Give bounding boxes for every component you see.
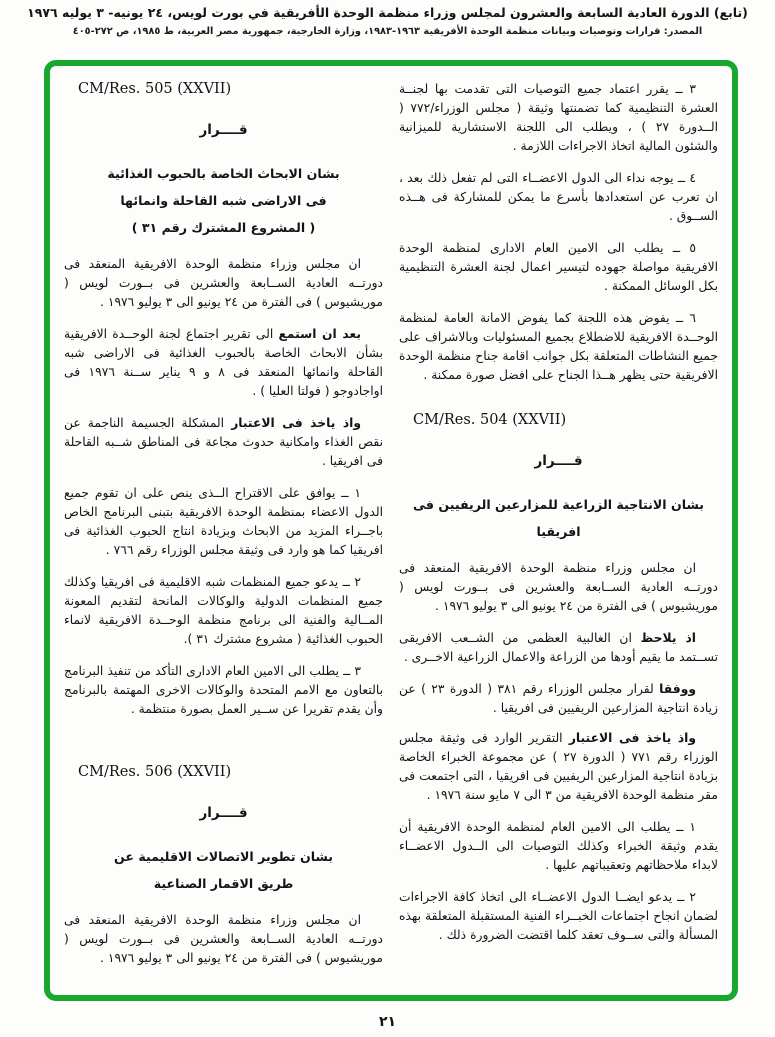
- resolution-preamble: [64, 325, 383, 401]
- doc-ref-cm-res-505: CM/Res. 505 (XXVII): [78, 81, 232, 97]
- preamble-text: التقرير الوارد فى وثيقة مجلس الوزراء رقم ٧٧١ ( الدورة ٢٧ ) عن مجموعة الخبراء الخاصة بزيادة انتاجية المزارعين الريفيين فى افريقيا ، التى اجتمعت فى مقر منظمة الوحدة الافريقية من ٣ الى ٧ مايو سنة ١٩٧٦ .: [399, 731, 718, 802]
- green-border-frame: [44, 60, 738, 1001]
- preamble-lead: واذ ياخذ فى الاعتبار: [231, 416, 362, 430]
- resolution-subject: [64, 160, 383, 241]
- preamble-text: ان الغالبية العظمى من الشــعب الافريقى تســتمد ما يقيم أودها من الزراعة والاعمال الزراعية الاخــرى .: [399, 631, 718, 664]
- subject-line: طريق الاقمار الصناعية: [153, 876, 294, 891]
- resolution-clause: ٣ ــ يقرر اعتماد جميع التوصيات التى تقدمت بها لجنــة العشرة التنظيمية كما تضمنتها وثيقة ( مجلس الوزراء/٧٧٢ ( الــدورة ٢٧ ) ، ويطلب الى اللجنة الاستشارية للميزانية والشئون المالية اتخاذ الاجراءات اللازمة .: [399, 82, 718, 153]
- preamble-text: المشكلة الجسيمة الناجمة عن نقص الغذاء وامكانية حدوث مجاعة فى المناطق شــبه القاحلة فى افريقيا .: [64, 416, 383, 468]
- preamble-text: لقرار مجلس الوزراء رقم ٣٨١ ( الدورة ٢٣ ) عن زيادة انتاجية المزارعين الريفيين فى افريقيا .: [399, 682, 718, 715]
- doc-ref-cm-res-504: CM/Res. 504 (XXVII): [413, 412, 567, 428]
- subject-line: بشان تطوير الاتصالات الاقليمية عن: [114, 849, 333, 864]
- resolution-clause: ٥ ــ يطلب الى الامين العام الادارى لمنظمة الوحدة الافريقية مواصلة جهوده لتيسير اعمال لجنة العشرة التنظيمية بكل الوسائل الممكنة .: [399, 241, 718, 293]
- subject-line: فى الاراضى شبه القاحلة وانمائها: [120, 193, 327, 208]
- resolution-clause: ١ ــ يوافق على الاقتراح الــذى ينص على ان تقوم جميع الدول الاعضاء بمنظمة الوحدة الافريقية بتبنى البرنامج الخاص باجــراء المزيد من الابحاث وبزيادة انتاج الحبوب الغذائية فى افريقيا كما هو وارد فى وثيقة مجلس الوزراء رقم ٧٦٦ .: [64, 486, 383, 557]
- resolution-title: قــــرار: [199, 122, 248, 138]
- resolution-preamble: [399, 729, 718, 805]
- session-title: (تابع) الدورة العادية السابعة والعشرون لمجلس وزراء منظمة الوحدة الأفريقية في بورت لويس، ٢٤ يونيه- ٣ يوليه ١٩٧٦: [27, 5, 748, 20]
- resolution-preamble: ان مجلس وزراء منظمة الوحدة الافريقية المنعقد فى دورتــه العادية الســابعة والعشرين فى بــورت لويس ( موريشيوس ) فى الفترة من ٢٤ يونيو الى ٣ يوليو ١٩٧٦ .: [64, 913, 383, 965]
- two-column-layout: [64, 80, 718, 985]
- preamble-lead: اذ يلاحظ: [640, 631, 696, 645]
- preamble-text: الى تقرير اجتماع لجنة الوحــدة الافريقية بشأن الابحاث الخاصة بالحبوب الغذائية فى الاراضى شبه القاحلة وانمائها المنعقد فى ٨ و ٩ يناير ســنة ١٩٧٦ فى اواجادوجو ( فولتا العليا ) .: [64, 327, 383, 398]
- resolution-clause: ٢ ــ يدعو ايضــا الدول الاعضــاء الى اتخاذ كافة الاجراءات لضمان انجاح اجتماعات الخبــراء الفنية المستقبلة المتعلقة بهذه المسألة والتى ســوف تعقد كلما اقتضت الضرورة ذلك .: [399, 890, 718, 942]
- preamble-lead: ووفقا: [659, 682, 696, 696]
- resolution-title: قــــرار: [534, 453, 583, 469]
- resolution-preamble: ان مجلس وزراء منظمة الوحدة الافريقية المنعقد فى دورتــه العادية الســابعة والعشرين فى بــورت لويس ( موريشيوس ) فى الفترة من ٢٤ يونيو الى ٣ يوليو ١٩٧٦ .: [399, 561, 718, 613]
- page-number: ٢١: [378, 1014, 397, 1030]
- resolution-preamble: [399, 629, 718, 667]
- resolution-subject: [64, 843, 383, 897]
- resolution-clause: ٢ ــ يدعو جميع المنظمات شبه الاقليمية فى افريقيا وكذلك جميع المنظمات الدولية والوكالات المانحة لتقديم المعونة المــالية والفنية الى برنامج منظمة الوحــدة الافريقية لانماء الحبوب الغذائية ( مشروع مشترك ٣١ ).: [64, 575, 383, 646]
- resolution-clause: ١ ــ يطلب الى الامين العام لمنظمة الوحدة الافريقية أن يقدم وثيقة الخبراء وكذلك التوصيات الى الــدول الاعضــاء لابداء ملاحظاتهم وتعقيباتهم عليها .: [399, 820, 718, 872]
- source-citation: المصدر: قرارات وتوصيات وبيانات منظمة الوحدة الأفريقية ١٩٦٣-١٩٨٣، وزارة الخارجية، جمهورية مصر العربية، ط ١٩٨٥، ص ٢٧٢-٤٠٥: [72, 26, 703, 37]
- preamble-lead: بعد ان استمع: [278, 327, 361, 341]
- column-left: [64, 80, 383, 985]
- page-header: [0, 5, 775, 37]
- resolution-clause: ٦ ــ يفوض هذه اللجنة كما يفوض الامانة العامة لمنظمة الوحــدة الافريقية للاضطلاع بجميع المسئوليات وبالاشراف على جميع النشاطات المتعلقة بكل جوانب اقامة جناح منظمة الوحدة الافريقية حتى يظهر هــذا الجناح على افضل صورة ممكنة .: [399, 311, 718, 382]
- resolution-clause: ٣ ــ يطلب الى الامين العام الادارى التأكد من تنفيذ البرنامج بالتعاون مع الامم المتحدة والوكالات الاخرى المهتمة بالبرنامج وأن يقدم تقريرا عن ســير العمل بصورة منتظمة .: [64, 664, 383, 716]
- preamble-lead: واذ ياخذ فى الاعتبار: [568, 731, 696, 745]
- doc-ref-cm-res-506: CM/Res. 506 (XXVII): [78, 764, 232, 780]
- resolution-preamble: ان مجلس وزراء منظمة الوحدة الافريقية المنعقد فى دورتــه العادية الســابعة والعشرين فى بــورت لويس ( موريشيوس ) فى الفترة من ٢٤ يونيو الى ٣ يوليو ١٩٧٦ .: [64, 257, 383, 309]
- resolution-subject: بشان الانتاجية الزراعية للمزارعين الريفيين فى افريقيا: [413, 497, 704, 539]
- column-right: [399, 80, 718, 985]
- subject-line: ( المشروع المشترك رقم ٣١ ): [131, 220, 316, 235]
- resolution-preamble: [399, 680, 718, 718]
- resolution-clause: ٤ ــ يوجه نداء الى الدول الاعضــاء التى لم تفعل ذلك بعد ، ان تعرب عن استعدادها بأسرع ما يمكن للمشاركة فى هــذه الســوق .: [399, 171, 718, 223]
- resolution-preamble: [64, 414, 383, 471]
- resolution-title: قــــرار: [199, 805, 248, 821]
- subject-line: بشان الابحاث الخاصة بالحبوب الغذائية: [107, 166, 340, 181]
